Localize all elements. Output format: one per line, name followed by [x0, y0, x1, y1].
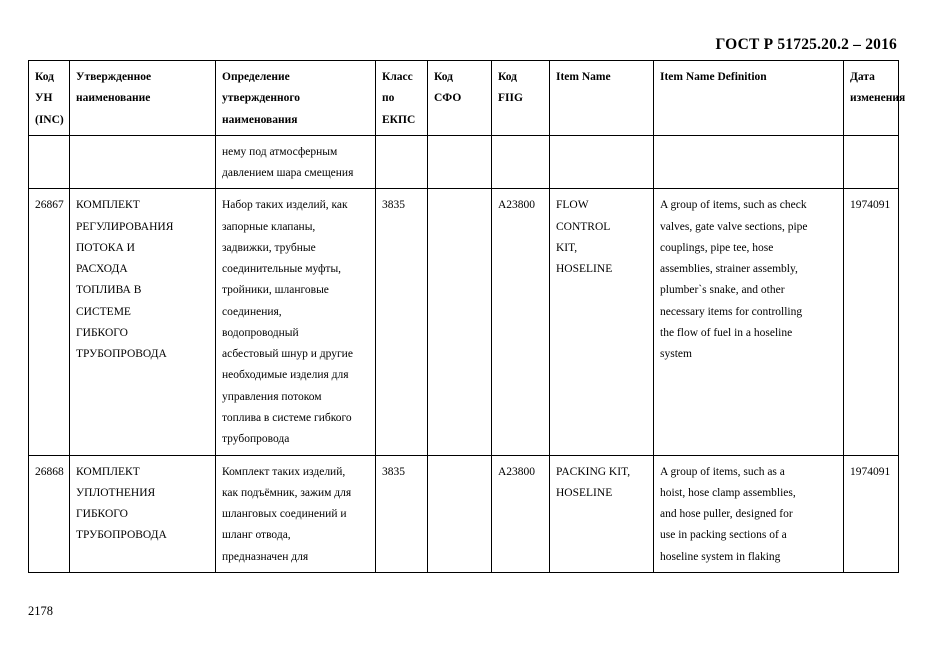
column-header-change-date: Дата изменения	[844, 61, 899, 136]
column-header-inc: Код УН (INC)	[29, 61, 70, 136]
cell-item-name: PACKING KIT, HOSELINE	[550, 455, 654, 572]
column-header-fiig-code: Код FIIG	[492, 61, 550, 136]
cell-fiig-code: A23800	[492, 189, 550, 455]
cell-ekps-class	[376, 135, 428, 189]
cell-inc: 26868	[29, 455, 70, 572]
cell-item-name: FLOW CONTROL KIT, HOSELINE	[550, 189, 654, 455]
cell-sfo-code	[428, 189, 492, 455]
cell-ekps-class: 3835	[376, 189, 428, 455]
standard-nomenclature-table	[28, 60, 906, 573]
cell-approved-name-definition: Набор таких изделий, как запорные клапаны, задвижки, трубные соединительные муфты, тройники, шланговые соединения, водопроводный асбестовый шнур и другие необходимые изделия для управления потоком топлива в системе гибкого трубопровода	[216, 189, 376, 455]
cell-change-date	[844, 135, 899, 189]
table-row	[29, 455, 899, 572]
document-header: ГОСТ Р 51725.20.2 – 2016	[715, 36, 897, 53]
cell-inc: 26867	[29, 189, 70, 455]
table-header-row	[29, 61, 899, 136]
column-header-item-name-definition: Item Name Definition	[654, 61, 844, 136]
cell-approved-name	[70, 135, 216, 189]
cell-item-name-definition: A group of items, such as a hoist, hose clamp assemblies, and hose puller, designed for use in packing sections of a hoseline system in flaking	[654, 455, 844, 572]
cell-item-name-definition	[654, 135, 844, 189]
page-number: 2178	[28, 604, 53, 618]
cell-sfo-code	[428, 455, 492, 572]
cell-approved-name-definition: Комплект таких изделий, как подъёмник, зажим для шланговых соединений и шланг отвода, предназначен для	[216, 455, 376, 572]
column-header-item-name: Item Name	[550, 61, 654, 136]
cell-inc	[29, 135, 70, 189]
cell-item-name	[550, 135, 654, 189]
table-row	[29, 189, 899, 455]
cell-approved-name: КОМПЛЕКТ РЕГУЛИРОВАНИЯ ПОТОКА И РАСХОДА ТОПЛИВА В СИСТЕМЕ ГИБКОГО ТРУБОПРОВОДА	[70, 189, 216, 455]
column-header-ekps-class: Класс по ЕКПС	[376, 61, 428, 136]
cell-change-date: 1974091	[844, 189, 899, 455]
table-body	[29, 135, 899, 572]
cell-sfo-code	[428, 135, 492, 189]
column-header-sfo-code: Код СФО	[428, 61, 492, 136]
cell-ekps-class: 3835	[376, 455, 428, 572]
column-header-approved-name: Утвержденное наименование	[70, 61, 216, 136]
table-row	[29, 135, 899, 189]
column-header-approved-name-definition: Определение утвержденного наименования	[216, 61, 376, 136]
cell-approved-name: КОМПЛЕКТ УПЛОТНЕНИЯ ГИБКОГО ТРУБОПРОВОДА	[70, 455, 216, 572]
cell-item-name-definition: A group of items, such as check valves, gate valve sections, pipe couplings, pipe tee, hose assemblies, strainer assembly, plumber`s snake, and other necessary items for controlling the flow of fuel in a hoseline system	[654, 189, 844, 455]
cell-approved-name-definition: нему под атмосферным давлением шара смещения	[216, 135, 376, 189]
cell-fiig-code	[492, 135, 550, 189]
cell-change-date: 1974091	[844, 455, 899, 572]
cell-fiig-code: A23800	[492, 455, 550, 572]
